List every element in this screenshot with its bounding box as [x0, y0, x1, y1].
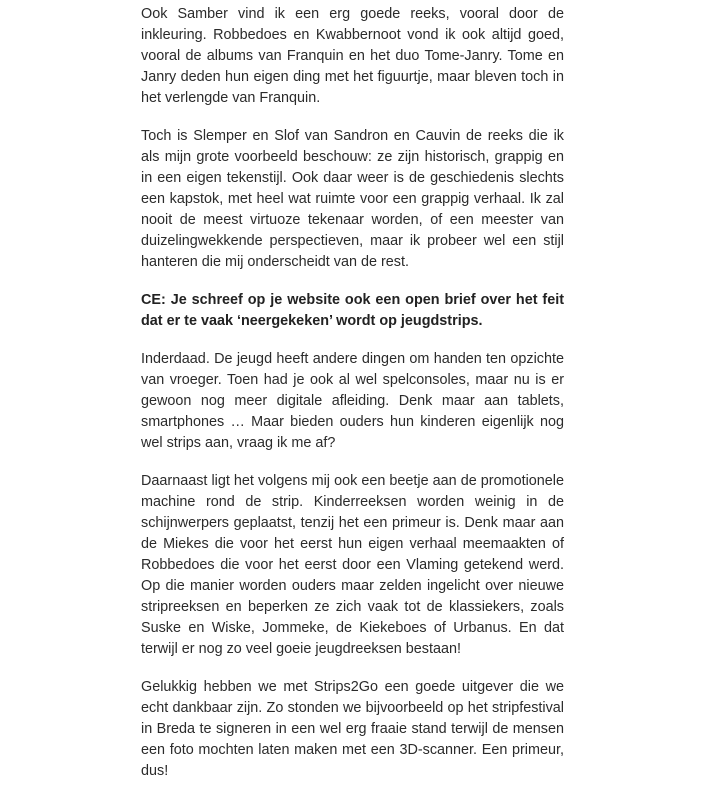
- article-body: [141, 4, 564, 799]
- interview-question: CE: Je schreef op je website ook een open brief over het feit dat er te vaak ‘neergekeken’ wordt op jeugdstrips.: [141, 292, 564, 329]
- paragraph-daarnaast: Daarnaast ligt het volgens mij ook een beetje aan de promotionele machine rond de strip. Kinderreeksen worden weinig in de schijnwerpers geplaatst, tenzij het een primeur is. Denk maar aan de Miekes die voor het eerst hun eigen verhaal meemaakten of Robbedoes die voor het eerst door een Vlaming getekend werd. Op die manier worden ouders maar zelden ingelicht over nieuwe stripreeksen en beperken ze zich vaak tot de klassiekers, zoals Suske en Wiske, Jommeke, de Kiekeboes of Urbanus. En dat terwijl er nog zo veel goeie jeugdreeksen bestaan!: [141, 473, 564, 657]
- paragraph-gelukkig: Gelukkig hebben we met Strips2Go een goede uitgever die we echt dankbaar zijn. Zo stonden we bijvoorbeeld op het stripfestival in Breda te signeren in een wel erg fraaie stand terwijl de mensen een foto mochten laten maken met een 3D-scanner. Een primeur, dus!: [141, 679, 564, 779]
- paragraph-samber: Ook Samber vind ik een erg goede reeks, vooral door de inkleuring. Robbedoes en Kwabbernoot vond ik ook altijd goed, vooral de albums van Franquin en het duo Tome-Janry. Tome en Janry deden hun eigen ding met het figuurtje, maar bleven toch in het verlengde van Franquin.: [141, 6, 564, 106]
- paragraph-inderdaad: Inderdaad. De jeugd heeft andere dingen om handen ten opzichte van vroeger. Toen had je ook al wel spelconsoles, maar nu is er gewoon nog meer digitale afleiding. Denk maar aan tablets, smartphones … Maar bieden ouders hun kinderen eigenlijk nog wel strips aan, vraag ik me af?: [141, 351, 564, 451]
- paragraph-slemper-en-slof: Toch is Slemper en Slof van Sandron en Cauvin de reeks die ik als mijn grote voorbeeld beschouw: ze zijn historisch, grappig en in een eigen tekenstijl. Ook daar weer is de geschiedenis slechts een kapstok, met heel wat ruimte voor een grappig verhaal. Ik zal nooit de meest virtuoze tekenaar worden, of een meester van duizelingwekkende perspectieven, maar ik probeer wel een stijl hanteren die mij onderscheidt van de rest.: [141, 128, 564, 270]
